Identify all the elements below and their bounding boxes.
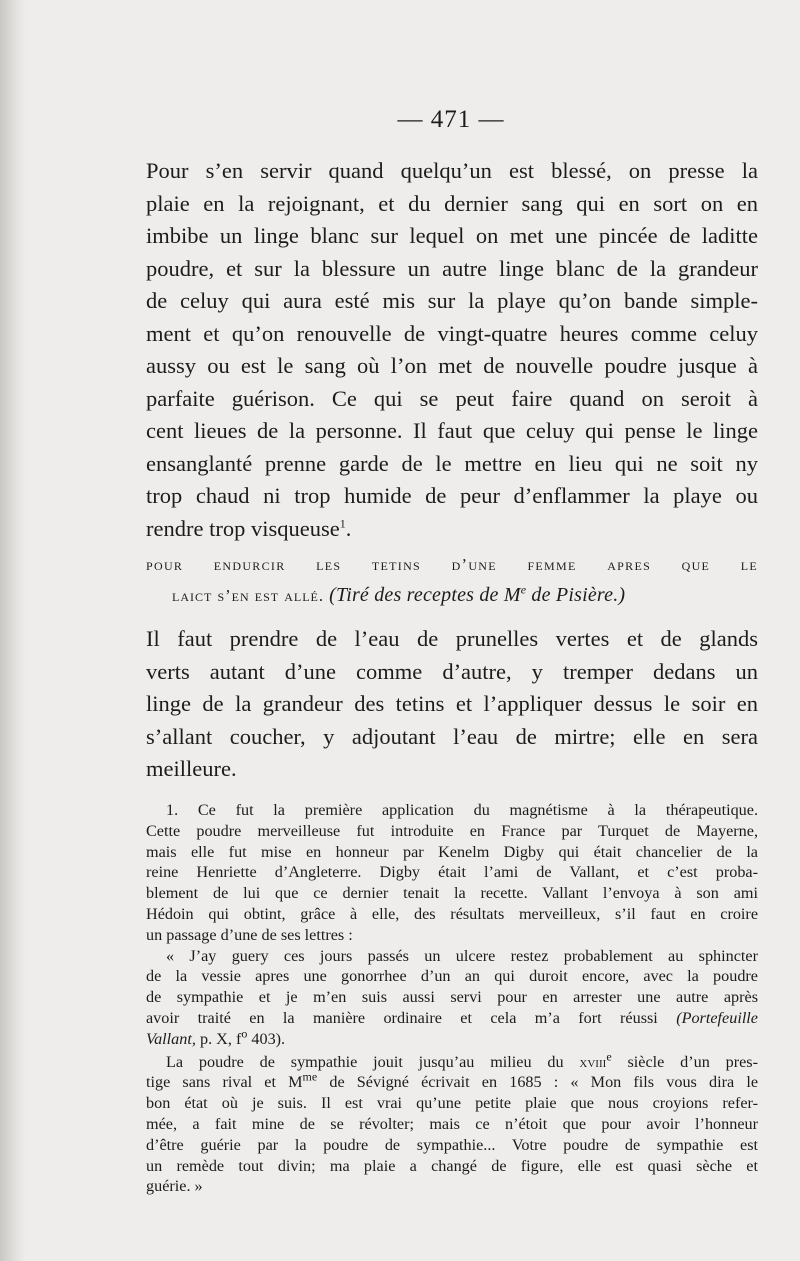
text-line: aussy ou est le sang où l’on met de nouvelle poudre jusque à [146, 353, 758, 378]
text-line-content: rendre trop visqueuse [146, 515, 340, 541]
footnote-line-end: de Sévigné écrivait en 1685 : « Mon fils vous dira le [317, 1073, 759, 1092]
footnote-line-end: siècle d’un pres- [611, 1052, 758, 1071]
paragraph-recipe [146, 623, 758, 786]
footnote-line [146, 1026, 758, 1050]
text-line: parfaite guérison. Ce qui se peut faire quand on seroit à [146, 385, 758, 411]
footnote-line: d’être guérie par la poudre de sympathie... Votre poudre de sympathie est [146, 1135, 758, 1154]
footnote-line: mée, a fait mine de se révolter; mais ce n’étoit que pour avoir l’honneur [146, 1114, 758, 1133]
citation-superscript: e [520, 582, 527, 597]
page-number: — 471 — [397, 106, 505, 133]
footnote-line-end: 403). [247, 1029, 286, 1048]
end-punctuation: . [345, 515, 352, 541]
footnote-paragraph [146, 1049, 759, 1198]
footnote-citation: Vallant, [146, 1029, 196, 1048]
citation-text: (Tiré des receptes de M [329, 584, 521, 606]
page-edge-shadow [0, 0, 26, 1261]
text-line: meilleure. [146, 756, 237, 781]
footnote-line-content: p. X, f [195, 1029, 242, 1048]
footnote-line [146, 1008, 758, 1029]
footnote-line: mais elle fut mise en honneur par Kenelm Digby qui était chancelier de la [146, 842, 758, 861]
footnote-line: blement de lui que ce dernier tenait la recette. Vallant l’envoya à son ami [146, 884, 758, 903]
text-line: imbibe un linge blanc sur lequel on met une pincée de laditte [146, 223, 758, 248]
text-line: Il faut prendre de l’eau de prunelles vertes et de glands [146, 626, 758, 651]
text-line: linge de la grandeur des tetins et l’appliquer dessus le soir en [146, 691, 758, 716]
footnote-line: 1. Ce fut la première application du magnétisme à la thérapeutique. [166, 801, 758, 819]
text-line: ensanglanté prenne garde de le mettre en lieu qui ne soit ny [146, 450, 758, 476]
footnote-line: de la vessie apres une gonorrhee d’un an qui duroit encore, avec la poudre [146, 967, 758, 986]
footnote-quote [146, 946, 758, 1050]
footnote-line: un passage d’une de ses lettres : [146, 925, 353, 944]
text-line: de celuy qui aura esté mis sur la playe qu’on bande simple- [146, 288, 758, 313]
footnote-line-content: tige sans rival et M [146, 1073, 303, 1092]
text-line: trop chaud ni trop humide de peur d’enflammer la playe ou [146, 483, 758, 508]
footnote-citation: (Portefeuille [676, 1008, 758, 1027]
text-line [146, 513, 758, 546]
title-superscript: me [302, 1069, 318, 1084]
heading-line: pour endurcir les tetins d’une femme apres que le [146, 555, 758, 574]
text-line: s’allant coucher, y adjoutant l’eau de mirtre; elle en sera [146, 723, 758, 749]
folio-superscript: o [241, 1026, 248, 1041]
footnote-line [146, 1069, 759, 1093]
text-line: verts autant d’une comme d’autre, y tremper dedans un [146, 658, 758, 684]
heading-source-citation [329, 584, 625, 606]
citation-text-end: de Pisière.) [526, 584, 626, 606]
paragraph-powder-of-sympathy [146, 155, 758, 545]
footnote-line: « J’ay guery ces jours passés un ulcere restez probablement au sphincter [166, 946, 758, 965]
footnote-line [146, 1049, 758, 1073]
footnote-reference: 1 [339, 516, 346, 530]
footnote-line: de sympathie et je m’en suis aussi servi pour en arrester une autre après [146, 988, 758, 1007]
footnote-paragraph [146, 800, 758, 946]
footnote-line: bon état où je suis. Il est vrai qu’une petite plaie que nous croyions refer- [146, 1094, 758, 1113]
footnote-line: un remède tout divin; ma plaie a changé de figure, elle est quasi sèche et [146, 1156, 758, 1175]
century-numeral: xviii [579, 1052, 607, 1071]
text-line: ment et qu’on renouvelle de vingt-quatre heures comme celuy [146, 320, 758, 346]
text-line: Pour s’en servir quand quelqu’un est blessé, on presse la [146, 158, 758, 183]
footnote-line-content: avoir traité en la manière ordinaire et cela m’a fort réussi [146, 1008, 658, 1027]
footnote-block [146, 800, 758, 1197]
footnote-line: reine Henriette d’Angleterre. Digby était l’ami de Vallant, et c’est proba- [146, 863, 758, 882]
footnote-line: Hédoin qui obtint, grâce à elle, des résultats merveilleux, s’il faut en croire [146, 904, 758, 923]
text-line: cent lieues de la personne. Il faut que celuy qui pense le linge [146, 418, 758, 443]
heading-line [146, 580, 758, 611]
footnote-line: Cette poudre merveilleuse fut introduite en France par Turquet de Mayerne, [146, 821, 758, 840]
text-line: plaie en la rejoignant, et du dernier sang qui en sort on en [146, 190, 758, 216]
footnote-line-content: La poudre de sympathie jouit jusqu’au milieu du [166, 1052, 564, 1071]
section-heading [146, 550, 758, 611]
footnote-line: guérie. » [146, 1177, 203, 1196]
text-line: poudre, et sur la blessure un autre linge blanc de la grandeur [146, 255, 758, 281]
century-superscript: e [606, 1049, 612, 1064]
heading-smallcaps: laict s’en est allé. [172, 586, 324, 605]
